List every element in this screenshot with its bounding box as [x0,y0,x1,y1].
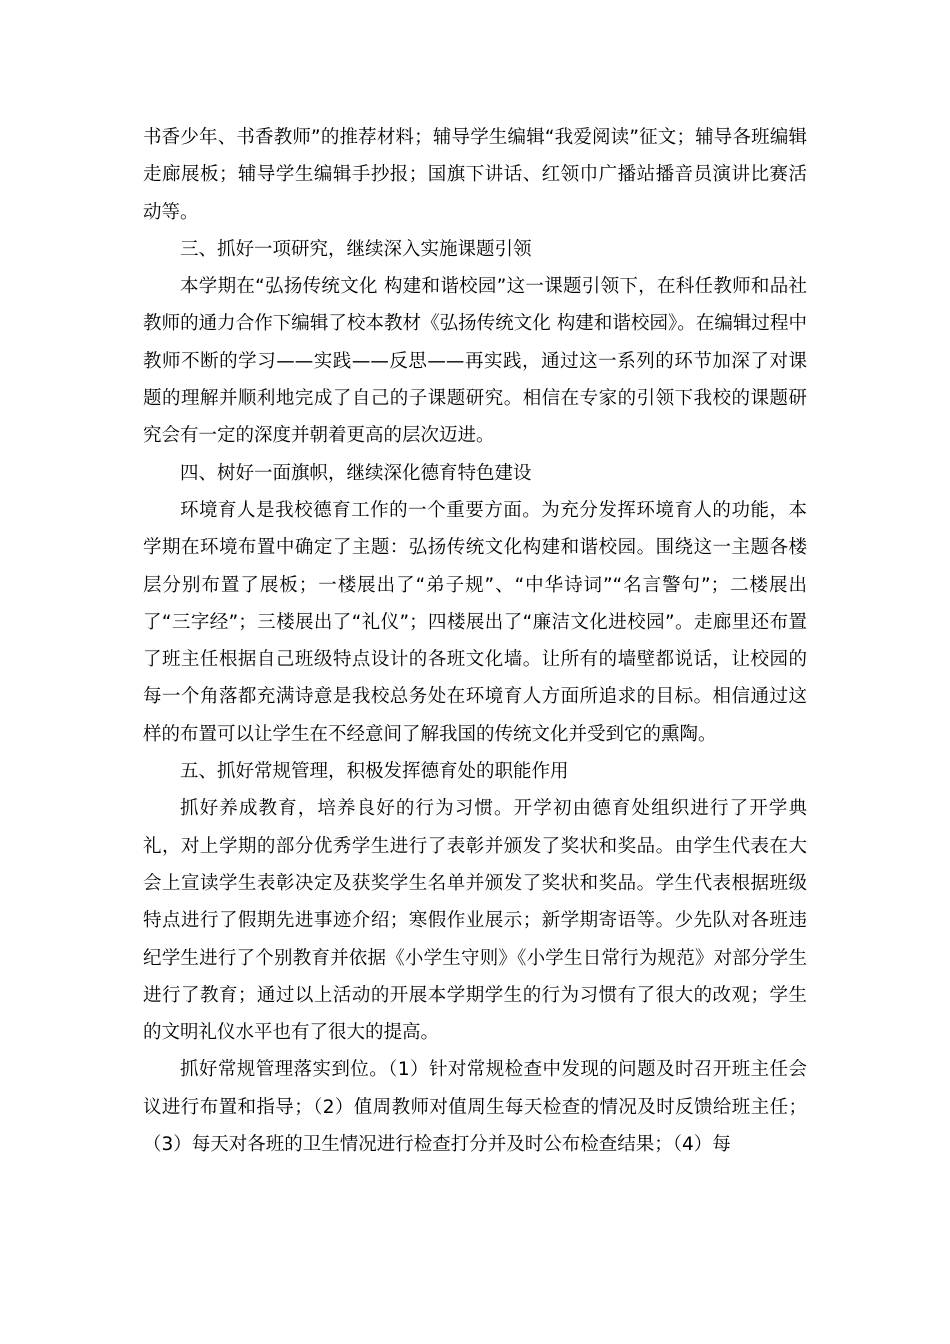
paragraph-environment: 环境育人是我校德育工作的一个重要方面。为充分发挥环境育人的功能，本学期在环境布置中确定了主题：弘扬传统文化构建和谐校园。围绕这一主题各楼层分别布置了展板；一楼展出了“弟子规”、“中华诗词”“名言警句”；二楼展出了“三字经”；三楼展出了“礼仪”；四楼展出了“廉洁文化进校园”。走廊里还布置了班主任根据自己班级特点设计的各班文化墙。让所有的墙壁都说话，让校园的每一个角落都充满诗意是我校总务处在环境育人方面所追求的目标。相信通过这样的布置可以让学生在不经意间了解我国的传统文化并受到它的熏陶。 [143,499,807,745]
paragraph-habits: 抓好养成教育，培养良好的行为习惯。开学初由德育处组织进行了开学典礼，对上学期的部分优秀学生进行了表彰并颁发了奖状和奖品。由学生代表在大会上宣读学生表彰决定及获奖学生名单并颁发了奖状和奖品。学生代表根据班级特点进行了假期先进事迹介绍；寒假作业展示；新学期寄语等。少先队对各班违纪学生进行了个别教育并依据《小学生守则》《小学生日常行为规范》对部分学生进行了教育；通过以上活动的开展本学期学生的行为习惯有了很大的改观；学生的文明礼仪水平也有了很大的提高。 [143,798,807,1044]
section-heading-research: 三、抓好一项研究，继续深入实施课题引领 [180,238,532,260]
paragraph-continuation: 书香少年、书香教师”的推荐材料；辅导学生编辑“我爱阅读”征文；辅导各班编辑走廊展板；辅导学生编辑手抄报；国旗下讲话、红领巾广播站播音员演讲比赛活动等。 [143,127,807,223]
document-body [143,119,807,1163]
paragraph-routine: 抓好常规管理落实到位。（1）针对常规检查中发现的问题及时召开班主任会议进行布置和指导；（2）值周教师对值周生每天检查的情况及时反馈给班主任；（3）每天对各班的卫生情况进行检查打分并及时公布检查结果；（4）每 [143,1059,807,1156]
section-heading-routine-management: 五、抓好常规管理，积极发挥德育处的职能作用 [180,761,569,783]
paragraph-research: 本学期在“弘扬传统文化 构建和谐校园”这一课题引领下，在科任教师和品社教师的通力合作下编辑了校本教材《弘扬传统文化 构建和谐校园》。在编辑过程中教师不断的学习——实践——反思——再实践，通过这一系列的环节加深了对课题的理解并顺利地完成了自己的子课题研究。相信在专家的引领下我校的课题研究会有一定的深度并朝着更高的层次迈进。 [143,276,807,447]
section-heading-moral-education: 四、树好一面旗帜，继续深化德育特色建设 [180,462,532,484]
